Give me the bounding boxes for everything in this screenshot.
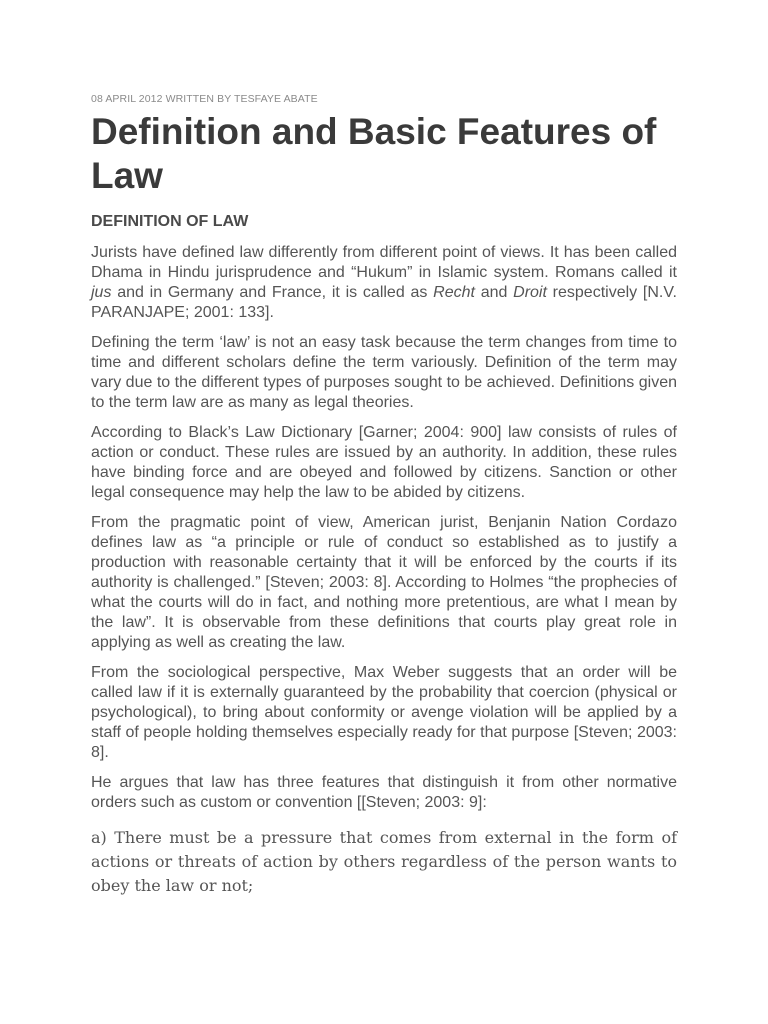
feature-a-paragraph: a) There must be a pressure that comes from external in the form of actions or threats of action by others regardless of the person wants to obey the law or not; [91, 828, 677, 895]
article-meta: 08 APRIL 2012 WRITTEN BY TESFAYE ABATE [91, 93, 318, 105]
article-title: Definition and Basic Features of Law [91, 111, 657, 196]
paragraph-3: According to Black’s Law Dictionary [Garner; 2004: 900] law consists of rules of action or conduct. These rules are issued by an authority. In addition, these rules have binding force and are obeyed and followed by citizens. Sanction or other legal consequence may help the law to be abided by citizens. [91, 424, 677, 501]
section-heading: DEFINITION OF LAW [91, 213, 249, 230]
paragraph-1-text-e: and [474, 284, 514, 301]
term-recht: Recht [433, 284, 475, 301]
paragraph-1 [91, 243, 677, 323]
paragraph-5: From the sociological perspective, Max Weber suggests that an order will be called law if it is externally guaranteed by the probability that coercion (physical or psychological), to bring about conformity or avenge violation will be applied by a staff of people holding themselves especially ready for that purpose [Steven; 2003: 8]. [91, 664, 677, 761]
paragraph-4: From the pragmatic point of view, American jurist, Benjanin Nation Cordazo defines law as “a principle or rule of conduct so established as to justify a production with reasonable certainty that it will be enforced by the courts if its authority is challenged.” [Steven; 2003: 8]. According to Holmes “the prophecies of what the courts will do in fact, and nothing more pretentious, are what I mean by the law”. It is observable from these definitions that courts play great role in applying as well as creating the law. [91, 514, 677, 651]
paragraph-2: Defining the term ‘law’ is not an easy task because the term changes from time to time and different scholars define the term variously. Definition of the term may vary due to the different types of purposes sought to be achieved. Definitions given to the term law are as many as legal theories. [91, 334, 677, 411]
article-body [91, 243, 677, 823]
paragraph-6: He argues that law has three features that distinguish it from other normative orders such as custom or convention [[Steven; 2003: 9]: [91, 774, 677, 811]
paragraph-1-text-g: respectively [N.V. PARANJAPE; 2001: 133]. [91, 284, 677, 321]
paragraph-1-text-c: and in Germany and France, it is called as [111, 284, 434, 301]
term-jus: jus [91, 284, 112, 301]
paragraph-1-text-a: Jurists have defined law differently from different point of views. It has been called Dhama in Hindu jurisprudence and “Hukum” in Islamic system. Romans called it [91, 244, 677, 281]
term-droit: Droit [513, 284, 547, 301]
